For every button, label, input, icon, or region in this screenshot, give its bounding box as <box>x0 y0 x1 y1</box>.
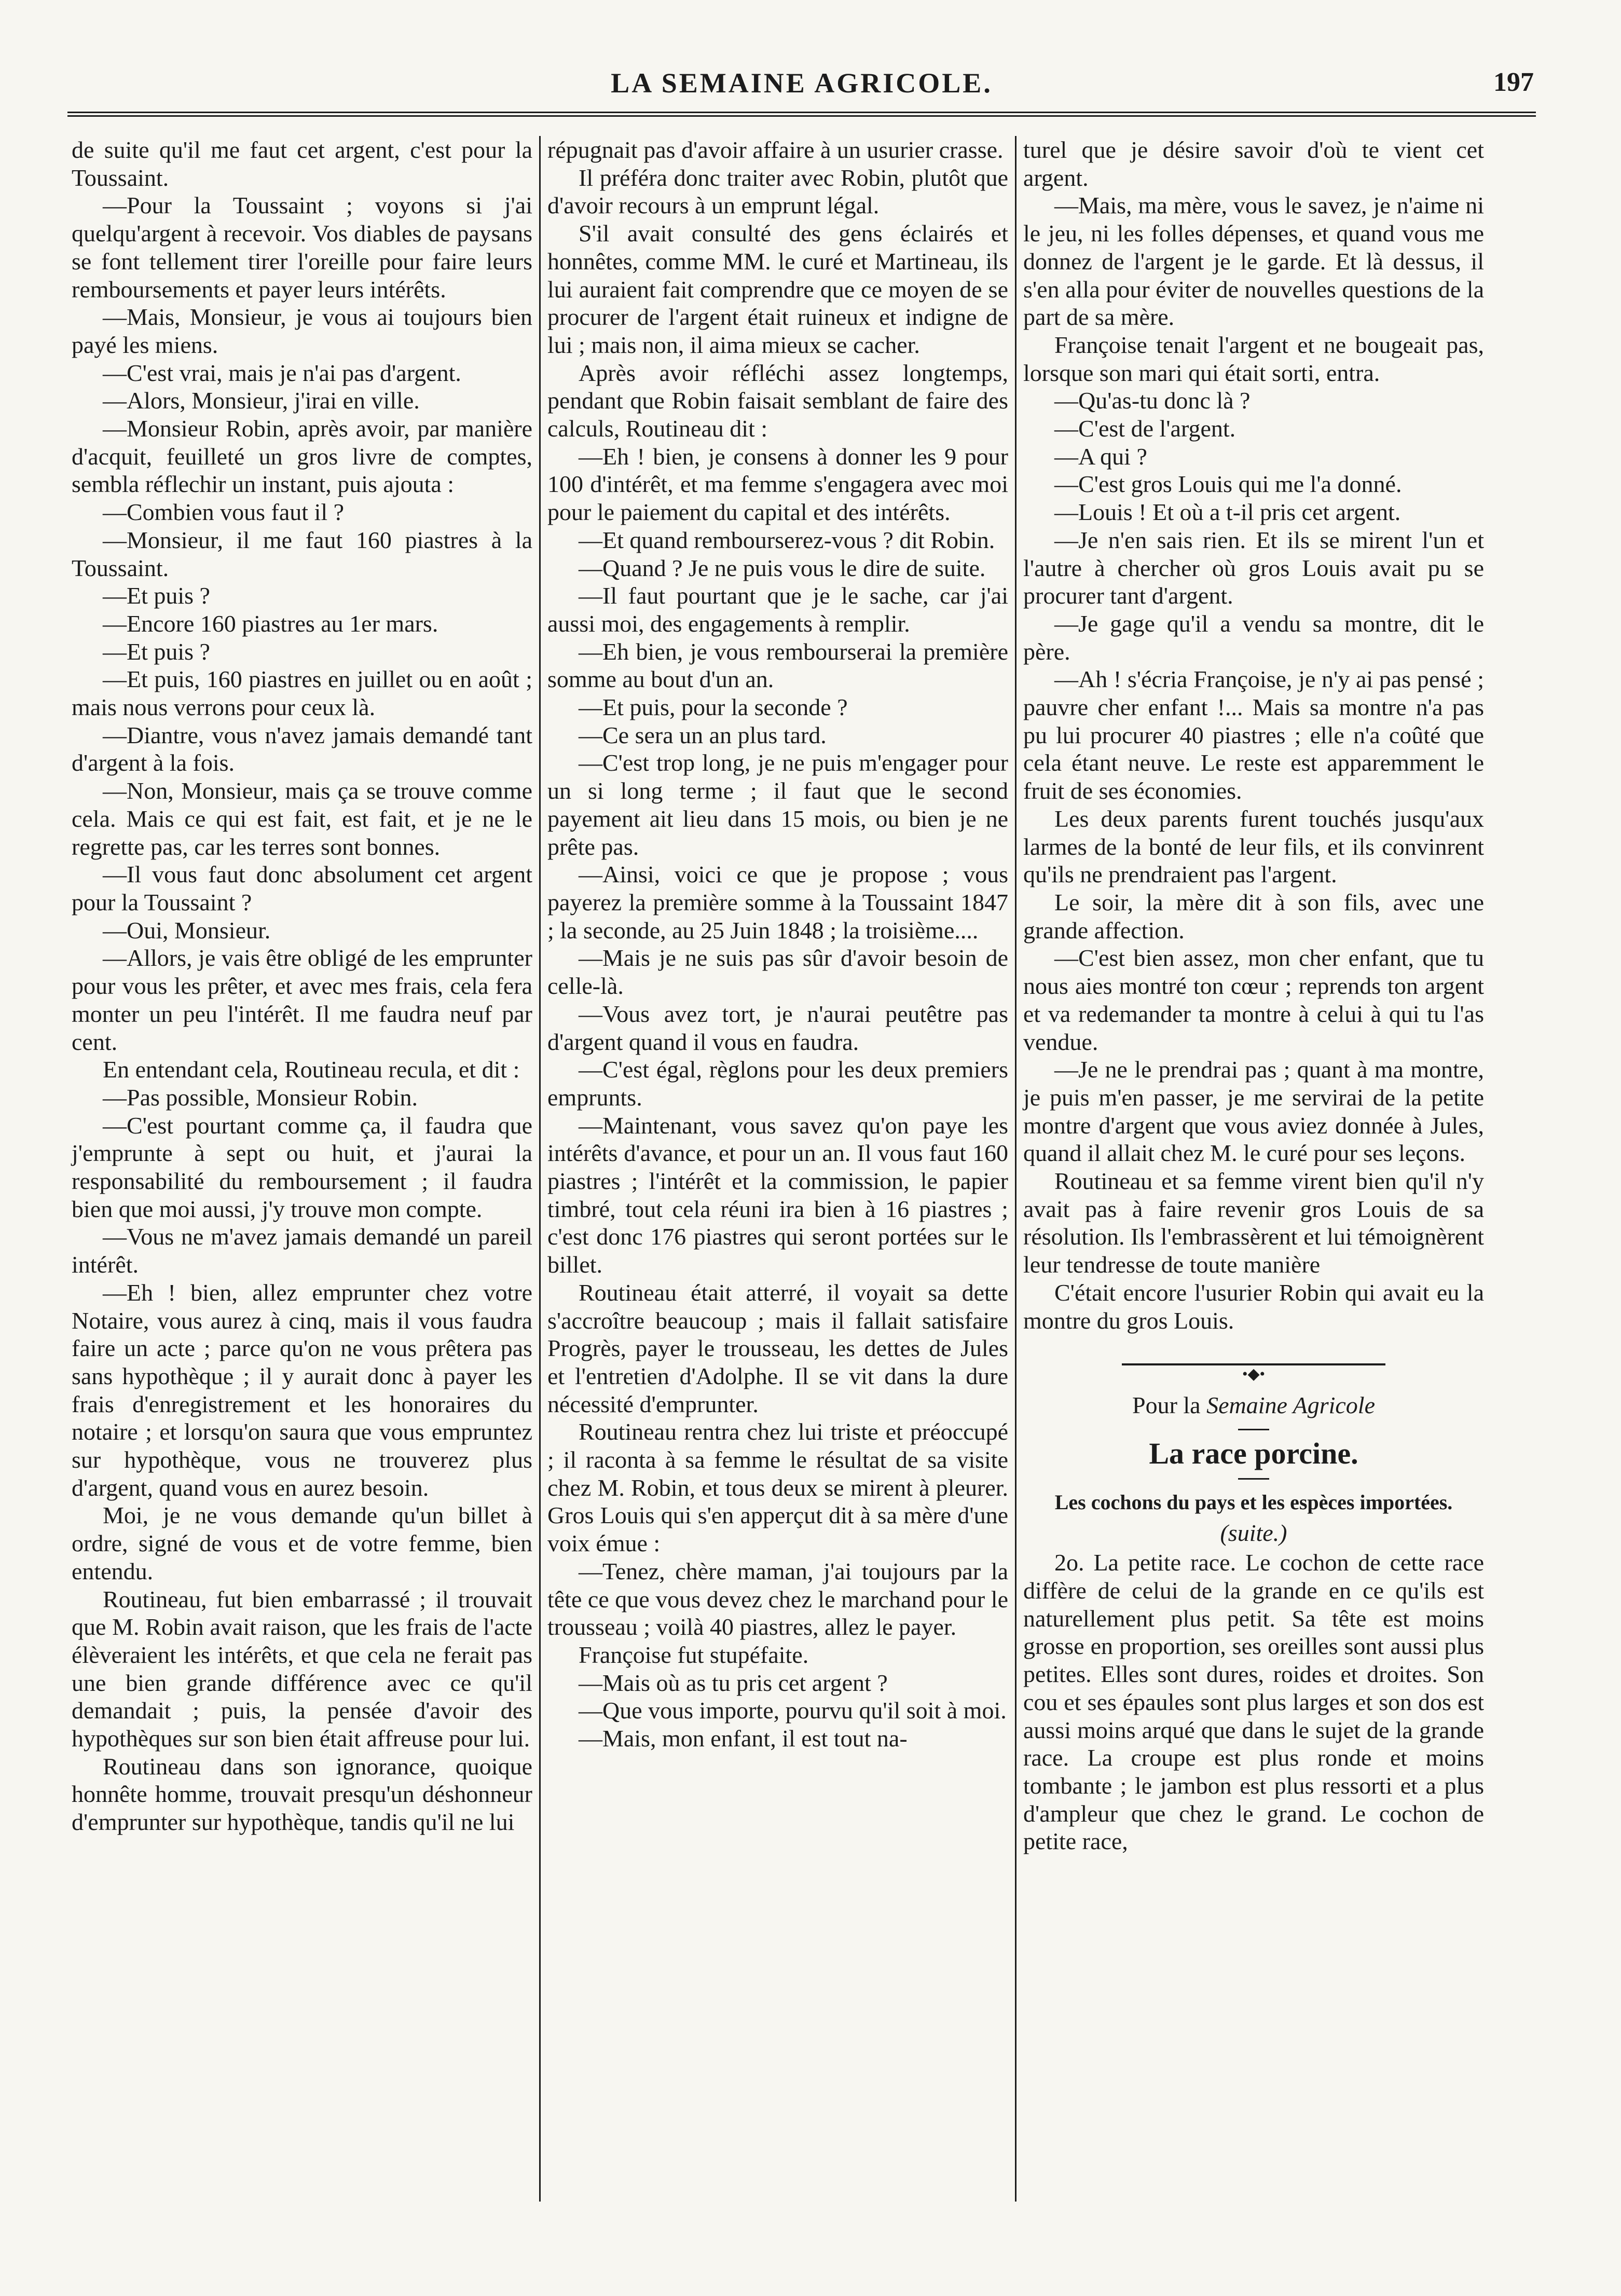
text-columns <box>67 136 1536 2212</box>
paragraph: —Non, Monsieur, mais ça se trouve comme cela. Mais ce qui est fait, est fait, et je ne le regrette pas, car les terres sont bonnes. <box>72 777 532 860</box>
paragraph: Routineau et sa femme virent bien qu'il n'y avait pas à faire revenir gros Louis de sa résolution. Ils l'embrassèrent et lui témoignèrent leur tendresse de toute manière <box>1023 1168 1484 1278</box>
paragraph: —Tenez, chère maman, j'ai toujours par la tête ce que vous devez chez le marchand pour le trousseau ; voilà 40 piastres, allez le payer. <box>547 1557 1008 1641</box>
article-headline: La race porcine. <box>1149 1436 1358 1470</box>
paragraph: —Vous ne m'avez jamais demandé un pareil intérêt. <box>72 1223 532 1278</box>
article-source: Pour la Semaine Agricole <box>1132 1392 1375 1419</box>
paragraph: —Et quand rembourserez-vous ? dit Robin. <box>579 526 995 553</box>
paragraph: —Maintenant, vous savez qu'on paye les intérêts d'avance, et pour un an. Il vous faut 160 piastres ; l'intérêt et la commission, le papier timbré, tout cela réuni ira bien à 16 piastres ; c'est donc 176 piastres qui seront portées sur le billet. <box>547 1112 1008 1278</box>
paragraph: —Oui, Monsieur. <box>103 917 271 944</box>
paragraph: —Pour la Toussaint ; voyons si j'ai quelqu'argent à recevoir. Vos diables de paysans se font tellement tirer l'oreille pour faire leurs remboursements et payer leurs intérêts. <box>72 192 532 303</box>
paragraph: 2o. La petite race. Le cochon de cette race diffère de celui de la grande en ce qu'ils est naturellement plus petit. Sa tête est moins grosse en proportion, ses oreilles sont aussi plus petites. Elles sont dures, roides et droites. Son cou et ses épaules sont plus larges et son dos est aussi moins arqué que dans le sujet de la grande race. La croupe est plus ronde et moins tombante ; le jambon est plus ressorti et a plus d'ampleur que chez le grand. Le cochon de petite race, <box>1023 1549 1484 1855</box>
paragraph: Routineau rentra chez lui triste et préoccupé ; il raconta à sa femme le résultat de sa visite chez M. Robin, et tous deux se mirent à pleurer. Gros Louis qui s'en apperçut dit à sa mère d'une voix émue : <box>547 1418 1008 1557</box>
paragraph: répugnait pas d'avoir affaire à un usurier crasse. <box>547 136 1004 163</box>
paragraph: —Ce sera un an plus tard. <box>579 721 827 748</box>
paragraph: —Je n'en sais rien. Et ils se mirent l'un et l'autre à chercher où gros Louis avait pu se procurer tant d'argent. <box>1023 526 1484 609</box>
section-ornament <box>1023 1357 1484 1383</box>
masthead <box>67 60 1536 117</box>
paragraph: —C'est trop long, je ne puis m'engager pour un si long terme ; il faut que le second payement ait lieu dans 15 mois, ou bien je ne prête pas. <box>547 749 1008 860</box>
paragraph: —Allors, je vais être obligé de les emprunter pour vous les prêter, et avec mes frais, cela fera monter un peu l'intérêt. Il me faudra neuf par cent. <box>72 945 532 1055</box>
paragraph: —Pas possible, Monsieur Robin. <box>103 1084 418 1111</box>
paragraph: —Je gage qu'il a vendu sa montre, dit le père. <box>1023 610 1484 665</box>
paragraph: —Mais je ne suis pas sûr d'avoir besoin de celle-là. <box>547 945 1008 1000</box>
paragraph: —Mais, mon enfant, il est tout na- <box>579 1725 908 1752</box>
paragraph: —Eh ! bien, je consens à donner les 9 pour 100 d'intérêt, et ma femme s'engagera avec moi pour le paiement du capital et des intérêts. <box>547 443 1008 526</box>
article-suite-label: (suite.) <box>1220 1519 1287 1546</box>
paragraph: —Que vous importe, pourvu qu'il soit à moi. <box>579 1697 1007 1724</box>
paragraph: —Vous avez tort, je n'aurai peutêtre pas d'argent quand il vous en faudra. <box>547 1000 1008 1055</box>
paragraph: C'était encore l'usurier Robin qui avait eu la montre du gros Louis. <box>1023 1279 1484 1334</box>
paragraph: —Qu'as-tu donc là ? <box>1054 387 1251 414</box>
paragraph: —Ah ! s'écria Françoise, je n'y ai pas pensé ; pauvre cher enfant !... Mais sa montre n'a pas pu lui procurer 40 piastres ; elle n'a coûté que cela étant neuve. Le reste est apparemment le fruit de ses économies. <box>1023 666 1484 804</box>
paragraph: —C'est de l'argent. <box>1054 415 1236 442</box>
page-number: 197 <box>1493 67 1534 97</box>
paragraph: —C'est égal, règlons pour les deux premiers emprunts. <box>547 1056 1008 1111</box>
paragraph: —Et puis, pour la seconde ? <box>579 694 848 721</box>
paragraph: —Eh bien, je vous rembourserai la première somme au bout d'un an. <box>547 638 1008 693</box>
paragraph: —Mais, Monsieur, je vous ai toujours bien payé les miens. <box>72 304 532 358</box>
paragraph: Routineau était atterré, il voyait sa dette s'accroître beaucoup ; mais il fallait satisfaire Progrès, payer le trousseau, les dettes de Jules et l'entretien d'Adolphe. Il se vit dans la dure nécessité d'emprunter. <box>547 1279 1008 1417</box>
paragraph: —Combien vous faut il ? <box>103 499 345 526</box>
paragraph: —Alors, Monsieur, j'irai en ville. <box>103 387 420 414</box>
paragraph: de suite qu'il me faut cet argent, c'est pour la Toussaint. <box>72 136 532 191</box>
column-divider <box>539 136 541 2202</box>
paragraph: —Et puis ? <box>103 582 210 609</box>
paragraph: —C'est bien assez, mon cher enfant, que tu nous aies montré ton cœur ; reprends ton argent et va redemander ta montre à celui à qui tu l'as vendue. <box>1023 945 1484 1055</box>
paragraph: —Quand ? Je ne puis vous le dire de suite. <box>579 554 986 581</box>
paragraph: —Encore 160 piastres au 1er mars. <box>103 610 438 637</box>
paragraph: —Je ne le prendrai pas ; quant à ma montre, je puis m'en passer, je me servirai de la petite montre d'argent que vous aviez donnée à Jules, quand il allait chez M. le curé pour ses leçons. <box>1023 1056 1484 1167</box>
paragraph: —C'est gros Louis qui me l'a donné. <box>1054 471 1402 498</box>
paragraph: —Et puis ? <box>103 638 210 665</box>
paragraph: —Mais, ma mère, vous le savez, je n'aime ni le jeu, ni les folles dépenses, et quand vous me donnez de l'argent je le garde. Et là dessus, il s'en alla pour éviter de nouvelles questions de la part de sa mère. <box>1023 192 1484 331</box>
paragraph: —Mais où as tu pris cet argent ? <box>579 1669 888 1696</box>
paragraph: —C'est vrai, mais je n'ai pas d'argent. <box>103 359 461 386</box>
paragraph: Françoise tenait l'argent et ne bougeait pas, lorsque son mari qui était sorti, entra. <box>1023 331 1484 386</box>
article-body <box>1023 1549 1484 1855</box>
column-divider <box>1015 136 1016 2202</box>
publication-title: LA SEMAINE AGRICOLE. <box>611 67 993 99</box>
ornament-glyph: •◆• <box>1237 1365 1270 1383</box>
paragraph: S'il avait consulté des gens éclairés et honnêtes, comme MM. le curé et Martineau, ils lui auraient fait comprendre que ce moyen de se procurer de l'argent était ruineux et indigne de lui ; mais non, il aima mieux se cacher. <box>547 220 1008 358</box>
paragraph: Françoise fut stupéfaite. <box>579 1641 809 1668</box>
article-subhead: Les cochons du pays et les espèces importées. <box>1054 1490 1453 1514</box>
paragraph: Après avoir réfléchi assez longtemps, pendant que Robin faisait semblant de faire des calculs, Routineau dit : <box>547 359 1008 442</box>
paragraph: En entendant cela, Routineau recula, et dit : <box>103 1056 520 1083</box>
paragraph: —Ainsi, voici ce que je propose ; vous payerez la première somme à la Toussaint 1847 ; la seconde, au 25 Juin 1848 ; la troisième.... <box>547 861 1008 944</box>
paragraph: Les deux parents furent touchés jusqu'aux larmes de la bonté de leur fils, et ils convinrent qu'ils ne prendraient pas l'argent. <box>1023 805 1484 888</box>
paragraph: —C'est pourtant comme ça, il faudra que j'emprunte à sept ou huit, et j'aurai la responsabilité du remboursement ; il faudra bien que moi aussi, j'y trouve mon compte. <box>72 1112 532 1222</box>
paragraph: turel que je désire savoir d'où te vient cet argent. <box>1023 136 1484 191</box>
paragraph: Routineau dans son ignorance, quoique honnête homme, trouvait presqu'un déshonneur d'emprunter sur hypothèque, tandis qu'il ne lui <box>72 1753 532 1836</box>
paragraph: —Il vous faut donc absolument cet argent pour la Toussaint ? <box>72 861 532 915</box>
paragraph: Il préféra donc traiter avec Robin, plutôt que d'avoir recours à un emprunt légal. <box>547 164 1008 219</box>
paragraph: —A qui ? <box>1054 443 1147 470</box>
column-2 <box>543 136 1012 2212</box>
short-rule <box>1238 1429 1269 1430</box>
paragraph: Moi, je ne vous demande qu'un billet à ordre, signé de vous et de votre femme, bien entendu. <box>72 1502 532 1584</box>
paragraph: —Diantre, vous n'avez jamais demandé tant d'argent à la fois. <box>72 721 532 776</box>
paragraph: Le soir, la mère dit à son fils, avec une grande affection. <box>1023 889 1484 944</box>
paragraph: Routineau, fut bien embarrassé ; il trouvait que M. Robin avait raison, que les frais de l'acte élèveraient les intérêts, et que cela ne ferait pas une bien grande différence avec ce qu'il demandait ; puis, la pensée d'avoir des hypothèques sur son bien était affreuse pour lui. <box>72 1586 532 1752</box>
paragraph: —Il faut pourtant que je le sache, car j'ai aussi moi, des engagements à remplir. <box>547 582 1008 637</box>
column-3 <box>1019 136 1488 2212</box>
source-italic: Semaine Agricole <box>1206 1392 1375 1419</box>
paragraph: —Monsieur, il me faut 160 piastres à la Toussaint. <box>72 526 532 581</box>
paragraph: —Et puis, 160 piastres en juillet ou en août ; mais nous verrons pour ceux là. <box>72 666 532 721</box>
paragraph: —Eh ! bien, allez emprunter chez votre Notaire, vous aurez à cinq, mais il vous faudra faire un acte ; parce qu'on ne vous prêtera pas sans hypothèque ; il y aurait donc à payer les frais d'enregistrement et les honoraires du notaire ; et lorsqu'on saura que vous empruntez sur hypothèque, vous ne trouverez plus d'argent, quand vous en aurez besoin. <box>72 1279 532 1501</box>
paragraph: —Louis ! Et où a t-il pris cet argent. <box>1054 499 1401 526</box>
short-rule <box>1238 1478 1269 1480</box>
column-1 <box>67 136 537 2212</box>
paragraph: —Monsieur Robin, après avoir, par manière d'acquit, feuilleté un gros livre de comptes, sembla réflechir un instant, puis ajouta : <box>72 415 532 498</box>
column-3-story <box>1023 136 1484 1334</box>
